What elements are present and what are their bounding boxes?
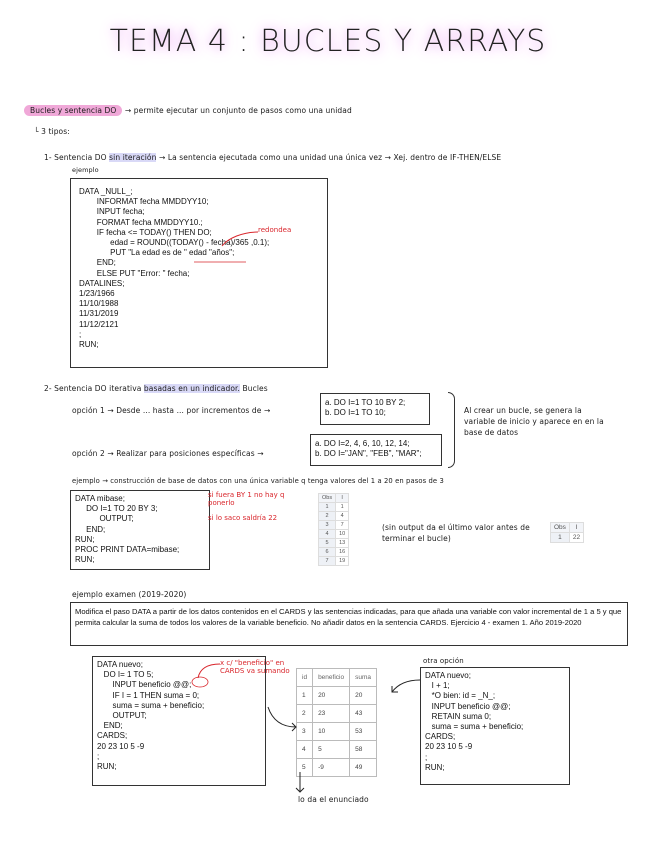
- cell: 4: [319, 530, 336, 539]
- table-row: [319, 539, 349, 548]
- exam-result-table: [296, 668, 377, 777]
- cell: 20: [313, 687, 350, 705]
- intro-line: [24, 106, 352, 115]
- t1-header-obs: Obs: [319, 494, 336, 503]
- arrow-from-right-icon: [388, 676, 422, 696]
- code-4: DATA nuevo; I + 1; *O bien: id = _N_; INPUT beneficio @@; RETAIN suma 0; suma = suma + beneficio; CARDS; 20 23 10 5 -9 ; RUN;: [425, 671, 524, 772]
- code-box-3: [92, 656, 266, 786]
- table-row: [297, 687, 377, 705]
- section-1-rest: → La sentencia ejecutada como una unidad una única vez → Xej. dentro de IF-THEN/ELSE: [158, 153, 502, 162]
- table-row: [319, 557, 349, 566]
- table-row: [319, 512, 349, 521]
- types-label: [34, 127, 70, 136]
- cell: 53: [350, 723, 377, 741]
- section-1-label: Sentencia DO: [54, 153, 107, 162]
- cell: 1: [319, 503, 336, 512]
- cell: 3: [297, 723, 313, 741]
- cell: 7: [319, 557, 336, 566]
- cell: 19: [336, 557, 349, 566]
- code-3: DATA nuevo; DO I= 1 TO 5; INPUT beneficio @@; IF I = 1 THEN suma = 0; suma = suma + beneficio; OUTPUT; END; CARDS; 20 23 10 5 -9 ; RUN;: [97, 660, 205, 772]
- table-row: [319, 548, 349, 557]
- option-2-code: a. DO I=2, 4, 6, 10, 12, 14; b. DO I="JAN", "FEB", "MAR";: [315, 439, 422, 459]
- cell: 43: [350, 705, 377, 723]
- cell: 23: [313, 705, 350, 723]
- arrow-to-table-icon: [266, 705, 302, 735]
- cell: 1: [297, 687, 313, 705]
- table-row: [297, 741, 377, 759]
- cell: 16: [336, 548, 349, 557]
- section-2-number: 2-: [44, 384, 52, 393]
- brace: [448, 392, 455, 468]
- intro-text: → permite ejecutar un conjunto de pasos como una unidad: [124, 106, 352, 115]
- page-title: TEMA 4 : BUCLES Y ARRAYS: [109, 24, 547, 59]
- cell: 13: [336, 539, 349, 548]
- option-2-box: [310, 434, 442, 466]
- cell: 49: [350, 759, 377, 777]
- code-box-2: [70, 490, 210, 570]
- exam-header-beneficio: beneficio: [313, 669, 350, 687]
- option-1-text: opción 1 → Desde ... hasta ... por incrementos de →: [72, 406, 271, 415]
- exam-label: ejemplo examen (2019-2020): [72, 590, 187, 599]
- cell: 5: [297, 759, 313, 777]
- otra-opcion-label: otra opción: [423, 657, 464, 665]
- corner-arrow-icon: └: [34, 127, 39, 136]
- cell: 10: [313, 723, 350, 741]
- exam-statement-box: [70, 602, 628, 646]
- cell: 20: [350, 687, 377, 705]
- cell: 2: [319, 512, 336, 521]
- result-table-1: [318, 493, 349, 566]
- t2-header-obs: Obs: [551, 523, 570, 533]
- table-row: [297, 705, 377, 723]
- code-box-1: [70, 178, 328, 368]
- cell: 10: [336, 530, 349, 539]
- code-box-4: [420, 667, 570, 785]
- note-sumando: x c/ "beneficio" en CARDS va sumando: [220, 659, 290, 675]
- side-note: Al crear un bucle, se genera la variable de inicio y aparece en en la base de datos: [464, 406, 604, 437]
- note-by1: si fuera BY 1 no hay q ponerlo: [208, 491, 285, 507]
- table-row: [551, 533, 584, 543]
- cell: 4: [297, 741, 313, 759]
- option-1-code: a. DO I=1 TO 10 BY 2; b. DO I=1 TO 10;: [325, 398, 406, 418]
- table-row: [319, 521, 349, 530]
- section-2-rest: Bucles: [242, 384, 268, 393]
- section-2-heading: [44, 384, 268, 393]
- table-row: [297, 759, 377, 777]
- arrow-down-icon: [295, 772, 305, 794]
- intro-pill: Bucles y sentencia DO: [24, 105, 122, 116]
- cell: 7: [336, 521, 349, 530]
- cell: 5: [313, 741, 350, 759]
- section-2-label: Sentencia DO iterativa: [54, 384, 142, 393]
- section-1-heading: [44, 153, 644, 162]
- red-arrow-sumando: [190, 662, 222, 688]
- example-label: ejemplo → construcción de base de datos con una única variable q tenga valores del 1 a 20 en pasos de 3: [72, 477, 444, 485]
- note-redondea: redondea: [258, 226, 292, 234]
- exam-header-suma: suma: [350, 669, 377, 687]
- result-table-2: [550, 522, 584, 543]
- exam-header-id: id: [297, 669, 313, 687]
- section-2-highlight: basadas en un indicador.: [143, 384, 241, 393]
- t1-header-i: I: [336, 494, 349, 503]
- section-1-ejemplo: ejemplo: [72, 166, 99, 174]
- note-22: si lo saco saldría 22: [208, 514, 278, 522]
- code-1: DATA _NULL_; INFORMAT fecha MMDDYY10; INPUT fecha; FORMAT fecha MMDDYY10.; IF fecha <= TODAY() THEN DO; edad = ROUND((TODAY() - fecha)/365 ,0.1); PUT "La edad es de " edad "años"; END; ELSE PUT "Error: " fecha; DATALINES; 1/23/1966 11/10/1988 11/31/2019 11/12/2121 ; RUN;: [79, 187, 270, 350]
- cell: 22: [569, 533, 583, 543]
- cell: 2: [297, 705, 313, 723]
- cell: 4: [336, 512, 349, 521]
- cell: 1: [336, 503, 349, 512]
- section-1-number: 1-: [44, 153, 52, 162]
- paren-note: (sin output da el último valor antes de terminar el bucle): [382, 523, 530, 543]
- code-2: DATA mibase; DO I=1 TO 20 BY 3; OUTPUT; END; RUN; PROC PRINT DATA=mibase; RUN;: [75, 494, 180, 565]
- cell: -9: [313, 759, 350, 777]
- option-2-text: opción 2 → Realizar para posiciones específicas →: [72, 449, 264, 458]
- cell: 1: [551, 533, 570, 543]
- table-row: [319, 530, 349, 539]
- types-text: 3 tipos:: [41, 127, 70, 136]
- exam-statement: Modifica el paso DATA a partir de los datos contenidos en el CARDS y las sentencias indicadas, para que añada una variable con valor incremental de 1 a 5 y que permita calcular la suma de todos los valores de la variable beneficio. No añadir datos en la sentencia CARDS. Ejercicio 4 - examen 1. Año 2019-2020: [75, 607, 622, 627]
- cell: 58: [350, 741, 377, 759]
- below-note: lo da el enunciado: [298, 795, 369, 804]
- cell: 5: [319, 539, 336, 548]
- t2-header-i: I: [569, 523, 583, 533]
- table-row: [319, 503, 349, 512]
- cell: 6: [319, 548, 336, 557]
- red-arrow-redondea: [188, 228, 263, 268]
- cell: 3: [319, 521, 336, 530]
- option-1-box: [320, 393, 430, 425]
- section-1-highlight: sin iteración: [109, 153, 157, 162]
- table-row: [297, 723, 377, 741]
